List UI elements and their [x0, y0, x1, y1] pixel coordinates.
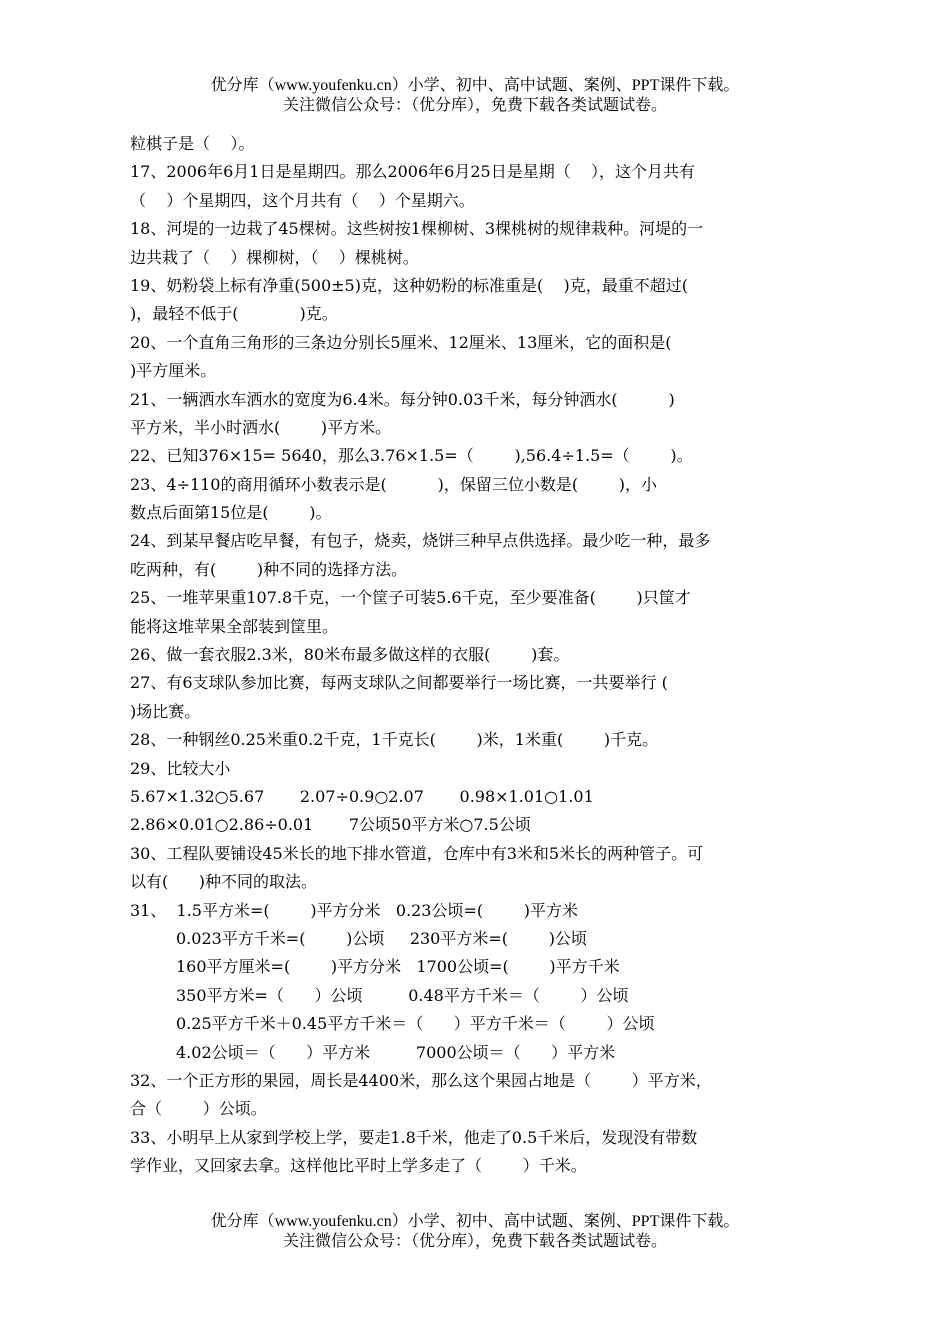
- worksheet-line: 25、一堆苹果重107.8千克，一个筐子可装5.6千克，至少要准备( )只筐才: [130, 588, 691, 608]
- worksheet-line: 22、已知376×15= 5640，那么3.76×1.5=（ ),56.4÷1.5=（ )。: [130, 446, 693, 466]
- worksheet-line: 4.02公顷＝（ ）平方米 7000公顷＝（ ）平方米: [176, 1042, 616, 1062]
- page-footer: [0, 1212, 950, 1252]
- worksheet-line: 17、2006年6月1日是星期四。那么2006年6月25日是星期（ ），这个月共有: [130, 162, 696, 182]
- worksheet-line: 数点后面第15位是( )。: [130, 503, 332, 523]
- worksheet-line: 27、有6支球队参加比赛，每两支球队之间都要举行一场比赛，一共要举行 (: [130, 673, 668, 693]
- worksheet-line: 26、做一套衣服2.3米，80米布最多做这样的衣服( )套。: [130, 645, 570, 665]
- worksheet-line: 0.25平方千米＋0.45平方千米＝（ ）平方千米＝（ ）公顷: [176, 1014, 655, 1034]
- worksheet-line: 18、河堤的一边栽了45棵树。这些树按1棵柳树、3棵桃树的规律栽种。河堤的一: [130, 219, 704, 239]
- worksheet-line: 0.023平方千米=( )公顷 230平方米=( )公顷: [176, 928, 587, 948]
- worksheet-line: )场比赛。: [130, 701, 201, 721]
- worksheet-line: )平方厘米。: [130, 361, 217, 381]
- worksheet-line: 边共栽了（ ）棵柳树，（ ）棵桃树。: [130, 247, 419, 267]
- worksheet-line: 28、一种钢丝0.25米重0.2千克，1千克长( )米，1米重( )千克。: [130, 730, 659, 750]
- worksheet-line: 5.67×1.32○5.67 2.07÷0.9○2.07 0.98×1.01○1.01: [130, 786, 594, 806]
- worksheet-line: 以有( )种不同的取法。: [130, 872, 318, 892]
- worksheet-line: 平方米，半小时洒水( )平方米。: [130, 417, 392, 437]
- worksheet-line: 20、一个直角三角形的三条边分别长5厘米、12厘米、13厘米，它的面积是(: [130, 332, 672, 352]
- header-line-2: 关注微信公众号：（优分库），免费下载各类试题试卷。: [282, 97, 667, 114]
- worksheet-line: 31、 1.5平方米=( )平方分米 0.23公顷=( )平方米: [130, 900, 579, 920]
- footer-line-2: 关注微信公众号：（优分库），免费下载各类试题试卷。: [282, 1233, 667, 1250]
- worksheet-body: [130, 130, 830, 1180]
- worksheet-line: 350平方米=（ ）公顷 0.48平方千米＝（ ）公顷: [176, 985, 629, 1005]
- worksheet-line: 32、一个正方形的果园，周长是4400米，那么这个果园占地是（ ）平方米，: [130, 1070, 712, 1090]
- worksheet-line: 吃两种，有( )种不同的选择方法。: [130, 559, 408, 579]
- worksheet-line: 2.86×0.01○2.86÷0.01 7公顷50平方米○7.5公顷: [130, 815, 531, 835]
- page-header: [0, 76, 950, 116]
- worksheet-line: 24、到某早餐店吃早餐，有包子，烧卖，烧饼三种早点供选择。最少吃一种，最多: [130, 531, 711, 551]
- header-line-1: 优分库（www.youfenku.cn）小学、初中、高中试题、案例、PPT课件下载。: [210, 77, 740, 94]
- worksheet-line: 粒棋子是（ ）。: [130, 134, 255, 153]
- worksheet-line: （ ）个星期四，这个月共有（ ）个星期六。: [130, 190, 475, 210]
- worksheet-line: 29、比较大小: [130, 758, 231, 778]
- worksheet-line: 合（ ）公顷。: [130, 1099, 267, 1119]
- worksheet-line: 能将这堆苹果全部装到筐里。: [130, 616, 339, 636]
- worksheet-line: 33、小明早上从家到学校上学，要走1.8千米，他走了0.5千米后，发现没有带数: [130, 1127, 698, 1147]
- worksheet-line: 学作业，又回家去拿。这样他比平时上学多走了（ ）千米。: [130, 1156, 587, 1176]
- worksheet-line: 19、奶粉袋上标有净重(500±5)克，这种奶粉的标准重是( )克，最重不超过(: [130, 275, 689, 295]
- worksheet-line: 160平方厘米=( )平方分米 1700公顷=( )平方千米: [176, 957, 620, 977]
- worksheet-line: 21、一辆洒水车洒水的宽度为6.4米。每分钟0.03千米，每分钟洒水( ): [130, 389, 675, 409]
- worksheet-line: 23、4÷110的商用循环小数表示是( )，保留三位小数是( )，小: [130, 474, 658, 494]
- footer-line-1: 优分库（www.youfenku.cn）小学、初中、高中试题、案例、PPT课件下载。: [210, 1213, 740, 1230]
- worksheet-line: 30、工程队要铺设45米长的地下排水管道，仓库中有3米和5米长的两种管子。可: [130, 843, 704, 863]
- worksheet-line: )，最轻不低于( )克。: [130, 304, 338, 324]
